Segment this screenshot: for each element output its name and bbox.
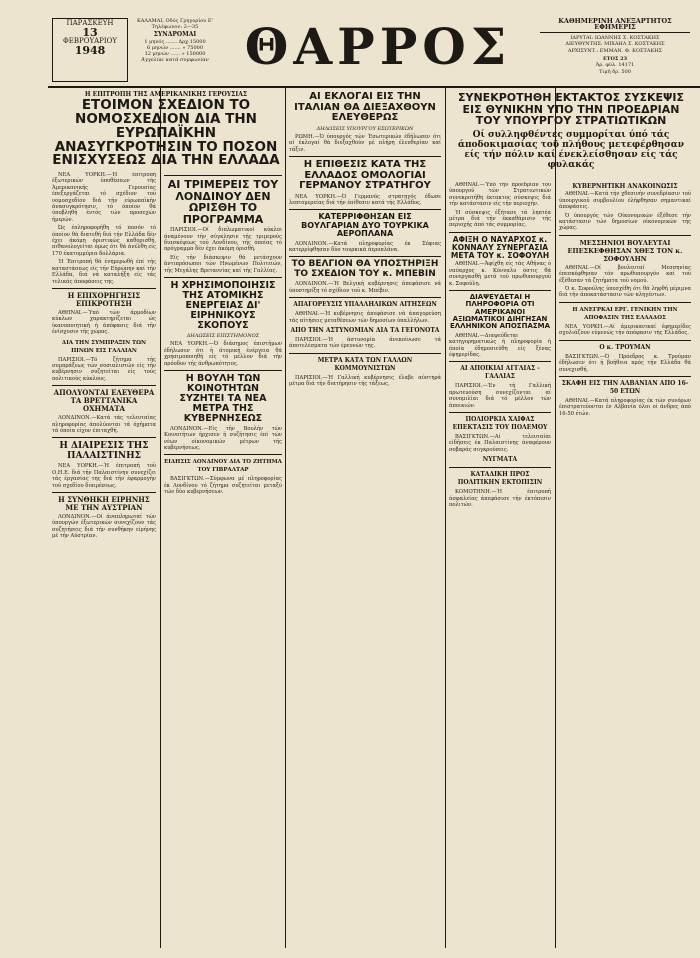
- article-paragraph: ΠΑΡΙΣΙΟΙ.—Τό ζήτημα τής συμπράξεως τών σοσιαλιστών είς τήν κυβέρνησιν συζητείται είς τούς πολιτικούς κύκλους.: [52, 356, 156, 382]
- article-headline: Η ΧΡΗΣΙΜΟΠΟΙΗΣΙΣ ΤΗΣ ΑΤΟΜΙΚΗΣ ΕΝΕΡΓΕΙΑΣ ΔΙ' ΕΙΡΗΝΙΚΟΥΣ ΣΚΟΠΟΥΣ: [170, 280, 276, 331]
- article-paragraph: ΒΑΣΙΓΚΤΩΝ.—Ό Πρόεδρος κ. Τρούμαν έδήλωσεν ότι ή βοήθεια πρός τήν Ελλάδα θά συνεχισθή.: [559, 353, 691, 373]
- article-headline: ΜΕΤΡΑ ΚΑΤΑ ΤΩΝ ΓΑΛΛΩΝ ΚΟΜΜΟΥΝΙΣΤΩΝ: [317, 356, 413, 372]
- issue-line: ΕΤΟΣ 23: [602, 56, 628, 63]
- article-paragraph: ΝΕΑ ΥΟΡΚΗ.—Ή έπιτροπή έξωτερικών ύποθέσεων τής Άμερικανικής Γερουσίας έπεξεργάζεται τό σχέδιον τοϋ νομοσχεδίου διά τήν εύρωπαϊκήν άνασυγκρότησιν, τό όποίον θά ύποβληθή έντός τών προσεχών ήμερών.: [52, 172, 156, 223]
- article-paragraph: Ό κ. Σοφούλης ύπεσχέθη ότι θά ληφθή μέριμνα διά τήν άποκατάστασιν τών πληγέντων.: [559, 286, 691, 299]
- column-rule: [555, 86, 556, 948]
- publisher-line: ΙΔΡΥΤΑΙ: ΙΩΑΝΝΗΣ Σ. ΚΟΣΤΑΚΗΣ: [570, 34, 660, 41]
- masthead-rule: [48, 14, 700, 88]
- article-paragraph: ΑΘΗΝΑΙ.—Κατά πληροφορίας έκ τών συνόρων έπιστρατεύονται έν Αλβανία όλοι οί άνδρες άπό 16-50 έτών.: [559, 397, 691, 417]
- right-lead-story: [449, 90, 693, 180]
- column-1: [52, 172, 156, 950]
- day-number: 13: [82, 26, 98, 39]
- subscription-line: 6 μηνών ....... » 75000: [146, 44, 204, 51]
- issue-line: Άρ. φύλ. 14171: [595, 62, 635, 69]
- article-headline: ΑΙ ΤΡΙΜΕΡΕΙΣ ΤΟΥ ΛΟΝΔΙΝΟΥ ΔΕΝ ΩΡΙΣΘΗ ΤΟ ΠΡΟΓΡΑΜΜΑ: [167, 178, 279, 226]
- article-headline: ΕΙΔΗΣΙΣ ΛΟΝΔΙΝΟΥ ΔΙΑ ΤΟ ΖΗΤΗΜΑ ΤΟΥ ΓΙΒΡΑΛΤΑΡ: [164, 459, 282, 474]
- right-lead-deck: Οί συλληφθέντες συμμορίται ύπό τάς άποδοκιμασίας τοϋ πλήθους μετεφέρθησαν είς τήν πόλιν καί ένεκλείσθησαν είς τάς φυλακάς: [458, 129, 684, 170]
- article-paragraph: ΛΟΝΔΙΝΟΝ.—Κατά τάς τελευταίας πληροφορίας άπολύονται τά όχήματα τά όποία είχον έπιταχθή.: [52, 415, 156, 434]
- article-paragraph: ΝΕΑ ΥΟΡΚΗ.—Ή έπιτροπή τοϋ Ο.Η.Ε. διά τήν Παλαιστίνην συνεχίζει τάς έργασίας της διά τήν έφαρμογήν τοϋ σχεδίου διαιρέσεως.: [52, 463, 156, 489]
- article-subhead: ΔΗΛΩΣΕΙΣ ΕΠΙΣΤΗΜΟΝΟΣ: [186, 332, 260, 339]
- issue-line: Τιμή δρ. 500: [599, 68, 631, 75]
- article-headline: ΔΙΑ ΤΗΝ ΣΥΜΠΡΑΞΙΝ ΤΩΝ ΠΙΝΩΝ ΕΙΣ ΓΑΛΛΙΑΝ: [61, 339, 147, 354]
- article-headline: ΑΠΟ ΤΗΝ ΑΣΤΥΝΟΜΙΑΝ ΔΙΑ ΤΑ ΓΕΓΟΝΟΤΑ: [290, 326, 440, 334]
- article-headline: ΣΚΑΦΗ ΕΙΣ ΤΗΝ ΑΛΒΑΝΙΑΝ ΑΠΟ 16-50 ΕΤΩΝ: [561, 379, 689, 395]
- article-paragraph: ΑΘΗΝΑΙ.—Άφίχθη είς τάς Αθήνας ό ναύαρχος κ. Κόνναλυ όστις θά συνεργασθή μετά τοϋ πρωθυπουργοϋ κ. Σοφούλη.: [449, 261, 551, 287]
- article-paragraph: ΠΑΡΙΣΙΟΙ.—Ή άστυνομία άνεκοίνωσε τά άποτελέσματα τών έρευνών της.: [289, 336, 441, 350]
- day-name: ΠΑΡΑΣΚΕΥΗ: [66, 19, 114, 27]
- article-headline: Η ΑΝΕΓΡΚΑΙ ΕΡΓ. ΓΕΝΙΚΗΝ ΤΗΝ ΑΠΟΦΑΣΙΝ ΤΗΣ ΕΛΛΑΔΟΣ: [572, 306, 678, 321]
- article-headline: ΚΑΤΕΡΡΙΦΘΗΣΑΝ ΕΙΣ ΒΟΥΛΓΑΡΙΑΝ ΔΥΟ ΤΟΥΡΚΙΚΑ ΑΕΡΟΠΛΑΝΑ: [301, 212, 429, 239]
- column-3: [289, 90, 441, 950]
- publisher-line: ΔΙΕΥΘΥΝΤΗΣ: ΜΙΧΑΗΛ Σ. ΚΟΣΤΑΚΗΣ: [565, 41, 665, 48]
- phone-line: Τηλέφωνον: 2—35: [151, 24, 199, 31]
- article-paragraph: ΑΘΗΝΑΙ.—Ή κυβέρνησις άπεφάσισε νά άπαγορεύση τάς αίτήσεις μεταθέσεων τών δημοσίων ύπαλλήλων.: [289, 311, 441, 324]
- article-paragraph: ΝΕΑ ΥΟΡΚΗ.—Αί άμερικανικαί έφημερίδες σχολιάζουν εύμενώς τήν άπόφασιν τής Ελλάδος.: [559, 323, 691, 337]
- column-2: [164, 172, 282, 950]
- ads-note: Άγγελίαι κατά συμφωνίαν: [141, 57, 209, 64]
- article-headline: ΝΥΓΜΑΤΑ: [482, 456, 518, 464]
- article-headline: Η ΒΟΥΛΗ ΤΩΝ ΚΟΙΝΟΤΗΤΩΝ ΣΥΖΗΤΕΙ ΤΑ ΝΕΑ ΜΕΤΡΑ ΤΗΣ ΚΥΒΕΡΝΗΣΕΩΣ: [179, 372, 267, 424]
- month: ΦΕΒΡΟΥΑΡΙΟΥ: [63, 37, 117, 45]
- subscriptions-title: ΣΥΝΔΡΟΜΑΙ: [153, 31, 197, 39]
- article-paragraph: ΑΘΗΝΑΙ.—Κατά τήν χθεσινήν συνεδρίασιν τοϋ ύπουργικοϋ συμβουλίου έλήφθησαν σημαντικαί άποφάσεις.: [559, 191, 691, 211]
- article-paragraph: ΒΑΣΙΓΚΤΩΝ.—Αί τελευταίαι είδήσεις έκ Παλαιστίνης άναφέρουν σοβαράς συγκρούσεις.: [449, 434, 551, 453]
- article-subhead: ΔΗΛΩΣΕΙΣ ΥΠΟΥΡΓΟΥ ΕΣΩΤΕΡΙΚΩΝ: [316, 125, 414, 132]
- column-5: [559, 182, 691, 950]
- article-headline: Η ΕΠΙΘΕΣΙΣ ΚΑΤΑ ΤΗΣ ΕΛΛΑΔΟΣ ΟΜΟΛΟΓΙΑΙ ΓΕΡΜΑΝΟΥ ΣΤΡΑΤΗΓΟΥ: [299, 159, 431, 192]
- article-paragraph: ΑΘΗΝΑΙ.—Οί βουλευταί Μεσσηνίας έπεσκέφθησαν τόν πρωθυπουργόν καί τοϋ έξέθεσαν τά ζητήματα τοϋ νομοϋ.: [559, 264, 691, 284]
- article-paragraph: Ή Έπιτροπή θά ένημερωθή έπί τής καταστάσεως είς τήν Εύρώπην καί τήν Ελλάδα, διά νά καταλήξη είς τάς τελικάς άποφάσεις της.: [52, 259, 156, 285]
- article-paragraph: ΠΑΡΙΣΙΟΙ.—Ή Γαλλική κυβέρνησις έλαβε αύστηρά μέτρα διά τήν διατήρησιν τής τάξεως.: [289, 374, 441, 388]
- lead-kicker: Η ΕΠΙΤΡΟΠΗ ΤΗΣ ΑΜΕΡΙΚΑΝΙΚΗΣ ΓΕΡΟΥΣΙΑΣ: [84, 91, 248, 98]
- article-paragraph: ΛΟΝΔΙΝΟΝ.—Είς τήν Βουλήν τών Κοινοτήτων ήρχισεν ή συζήτησις έπί τών νέων οίκονομικών μέτρων τής κυβερνήσεως.: [164, 425, 282, 451]
- article-paragraph: ΝΕΑ ΥΟΡΚΗ.—Ό διάσημος έπιστήμων έδήλωσεν ότι ή άτομική ένέργεια θά χρησιμοποιηθή είς τό μέλλον διά τήν πρόοδον τής άνθρωπότητος.: [164, 341, 282, 367]
- article-paragraph: ΛΟΝΔΙΝΟΝ.—Ή Βελγική κυβέρνησις άπεφάσισε νά ύποστηρίξη τό σχέδιον τοϋ κ. Μπέβιν.: [289, 281, 441, 294]
- column-rule: [285, 86, 286, 948]
- article-paragraph: Ό ύπουργός τών Οίκονομικών έξέθεσε τήν κατάστασιν τών δημοσίων οίκονομικών τής χώρας.: [559, 212, 691, 232]
- article-headline: ΑΦΙΞΗ Ο ΝΑΥΑΡΧΟΣ κ. ΚΟΝΝΑΛΥ ΣΥΝΕΡΓΑΣΙΑ ΜΕΤΑ ΤΟΥ κ. ΣΟΦΟΥΛΗ: [450, 234, 550, 260]
- address-line: ΚΑΛΑΜΑΙ, Οδός Γρηγορίου Ε': [137, 18, 213, 24]
- article-paragraph: ΠΑΡΙΣΙΟΙ.—Οί διπλωματικοί κύκλοι άναμένουν τήν σύγκλησιν τής τριμερούς διασκέψεως τοϋ Λονδίνου, τής όποίας τό πρόγραμμα δέν έχει άκόμη όρισθή.: [164, 227, 282, 253]
- article-paragraph: ΚΟΜΟΤΗΝΗ.—Ή έπιτροπή άσφαλείας άπεφάσισε τήν έκτόπισιν πολιτών.: [449, 489, 551, 509]
- article-headline: ΑΙ ΕΚΛΟΓΑΙ ΕΙΣ ΤΗΝ ΙΤΑΛΙΑΝ ΘΑ ΔΙΕΞΑΧΘΟΥΝ ΕΛΕΥΘΕΡΩΣ: [294, 91, 436, 123]
- article-paragraph: ΠΑΡΙΣΙΟΙ.—Έν τή Γαλλική πρωτευούση συνεχίζονται αί συνομιλίαι διά τό μέλλον τών άποικιών.: [449, 383, 551, 409]
- article-paragraph: ΛΟΝΔΙΝΟΝ.—Κατά πληροφορίας έκ Σόφιας κατερρίφθησαν δύο τουρκικά άεροπλάνα.: [289, 240, 441, 254]
- article-paragraph: ΑΘΗΝΑΙ.—Ύπό τών άρμοδίων κύκλων χαρακτηρίζεται ώς ίκανοποιητική ή άπόφασις διά τήν ένίσχυσιν τής χώρας.: [52, 309, 156, 336]
- newspaper-title: ΘΑΡΡΟΣ: [244, 17, 512, 76]
- article-headline: ΠΟΛΙΟΡΚΙΑ ΧΑΙΦΑΣ ΕΠΕΚΤΑΣΙΣ ΤΟΥ ΠΟΛΕΜΟΥ: [452, 416, 548, 432]
- article-paragraph: ΡΩΜΗ.—Ό ύπουργός τών Έσωτερικών έδήλωσεν ότι αί έκλογαί θά διεξαχθούν μέ πλήρη έλευθερίαν καί τάξιν.: [289, 133, 441, 153]
- year: 1948: [74, 44, 106, 57]
- subscription-line: 1 μηνός ....... Δρχ.15000: [144, 38, 206, 45]
- column-rule: [160, 86, 161, 948]
- article-paragraph: ΑΘΗΝΑΙ.—Διαψεύδεται κατηγορηματικώς ή πληροφορία ή όποία έδημοσιεύθη είς ξένας έφημερίδας.: [449, 332, 551, 359]
- subscription-line: 12 μηνών ...... » 150000: [144, 51, 206, 58]
- article-paragraph: Είς τήν διάσκεψιν θά μετάσχουν άντιπρόσωποι τών Ηνωμένων Πολιτειών, τής Μεγάλης Βρεταννίας καί τής Γαλλίας.: [164, 254, 282, 274]
- lead-story: [50, 90, 282, 170]
- article-paragraph: Ή σύσκεψις έξήτασε τά ληπτέα μέτρα διά τήν έκκαθάρισιν τής περιοχής άπό τάς συμμορίας.: [449, 209, 551, 229]
- article-paragraph: Ώς έπληροφορήθη τό ποσόν τό όποίον θά διατεθή διά τήν Ελλάδα δέν έχει άκόμη όριστικώς καθορισθή, πιθανολογείται όμως ότι θά άνέλθη είς 170 έκατομμύρια δολλάρια.: [52, 225, 156, 257]
- article-headline: Η ΔΙΑΙΡΕΣΙΣ ΤΗΣ ΠΑΛΑΙΣΤΙΝΗΣ: [59, 441, 149, 462]
- article-headline: ΑΠΟΛΥΟΝΤΑΙ ΕΛΕΥΘΕΡΑ ΤΑ ΒΡΕΤΤΑΝΙΚΑ ΟΧΗΜΑΤΑ: [53, 388, 155, 414]
- article-headline: ΜΕΣΣΗΝΙΟΙ ΒΟΥΛΕΥΤΑΙ ΕΠΕΣΚΕΦΘΗΣΑΝ ΧΘΕΣ ΤΟΝ κ. ΣΟΦΟΥΛΗΝ: [567, 238, 683, 263]
- article-headline: ΚΑΤΑΔΙΚΗ ΠΡΟΣ ΠΟΛΙΤΙΚΗΝ ΕΚΤΟΠΙΣΙΝ: [457, 471, 543, 487]
- article-paragraph: ΒΑΣΙΓΚΤΩΝ.—Σύμφωνα μέ πληροφορίας έκ Λονδίνου τό ζήτημα συζητείται μεταξύ τών δύο κυβερνήσεων.: [164, 476, 282, 496]
- column-rule: [445, 86, 446, 948]
- article-headline: ΑΠΑΓΟΡΕΥΣΙΣ ΥΠΑΛΛΗΛΙΚΩΝ ΑΙΤΗΣΕΩΝ: [293, 301, 437, 309]
- article-kicker: ΚΥΒΕΡΝΗΤΙΚΗ ΑΝΑΚΟΙΝΩΣΙΣ: [572, 183, 678, 190]
- column-4: [449, 182, 551, 950]
- article-headline: ΔΙΑΨΕΥΔΕΤΑΙ Η ΠΛΗΡΟΦΟΡΙΑ ΟΤΙ ΑΜΕΡΙΚΑΝΟΙ ΑΞΙΩΜΑΤΙΚΟΙ ΔΙΗΓΗΣΑΝ ΕΛΛΗΝΙΚΟΝ ΑΠΟΣΠΑΣΜΑ: [449, 293, 551, 331]
- article-paragraph: ΛΟΝΔΙΝΟΝ.—Οί άναπληρωταί τών ύπουργών έξωτερικών συνεχίζουν τάς συζητήσεις διά τήν συνθήκην είρήνης μέ τήν Αύστρίαν.: [52, 514, 156, 540]
- article-headline: Η ΕΠΙΧΟΡΗΓΗΣΙΣ ΕΠΙΚΡΟΤΗΣΗ: [67, 290, 141, 308]
- article-headline: Ο κ. ΤΡΟΥΜΑΝ: [599, 343, 651, 351]
- article-headline: Η ΣΥΝΘΗΚΗ ΕΙΡΗΝΗΣ ΜΕ ΤΗΝ ΑΥΣΤΡΙΑΝ: [58, 495, 150, 512]
- article-headline: ΤΟ ΒΕΛΓΙΟΝ ΘΑ ΥΠΟΣΤΗΡΙΞΗ ΤΟ ΣΧΕΔΙΟΝ ΤΟΥ κ. ΜΠΕΒΙΝ: [291, 259, 439, 279]
- publisher-line: ΑΡΧΙΣΥΝΤ.: ΕΜΜΑΝ. Φ. ΚΟΣΤΑΚΗΣ: [567, 47, 663, 54]
- publisher-tag: ΚΑΘΗΜΕΡΙΝΗ ΑΝΕΞΑΡΤΗΤΟΣ ΕΦΗΜΕΡΙΣ: [540, 18, 690, 33]
- lead-headline: ΕΤΟΙΜΟΝ ΣΧΕΔΙΟΝ ΤΟ ΝΟΜΟΣΧΕΔΙΟΝ ΔΙΑ ΤΗΝ ΕΥΡΩΠΑΪΚΗΝ ΑΝΑΣΥΓΚΡΟΤΗΣΙΝ ΤΟ ΠΟΣΟΝ ΕΝΙΣΧΥΣΕΩΣ ΔΙΑ ΤΗΝ ΕΛΛΑΔΑ: [52, 97, 280, 169]
- article-headline: ΑΙ ΑΠΟΙΚΙΑΙ ΑΓΓΛΙΑΣ - ΓΑΛΛΙΑΣ: [460, 365, 540, 381]
- article-paragraph: ΑΘΗΝΑΙ.—Ύπό τήν προεδρίαν τοϋ ύπουργοϋ τών Στρατιωτικών συνεκροτήθη έκτακτος σύσκεψις διά τήν κατάστασιν είς τήν περιοχήν.: [449, 182, 551, 208]
- article-paragraph: ΝΕΑ ΥΟΡΚΗ.—Ό Γερμανός στρατηγός έδωσε λεπτομερείας διά τήν έπίθεσιν κατά τής Ελλάδος.: [289, 193, 441, 207]
- right-lead-headline: ΣΥΝΕΚΡΟΤΗΘΗ ΕΚΤΑΚΤΟΣ ΣΥΣΚΕΨΙΣ ΕΙΣ ΘΥΝΙΚΗΝ ΥΠΟ ΤΗΝ ΠΡΟΕΔΡΙΑΝ ΤΟΥ ΥΠΟΥΡΓΟΥ ΣΤΡΑΤΙΩΤΙΚΩΝ: [458, 91, 684, 128]
